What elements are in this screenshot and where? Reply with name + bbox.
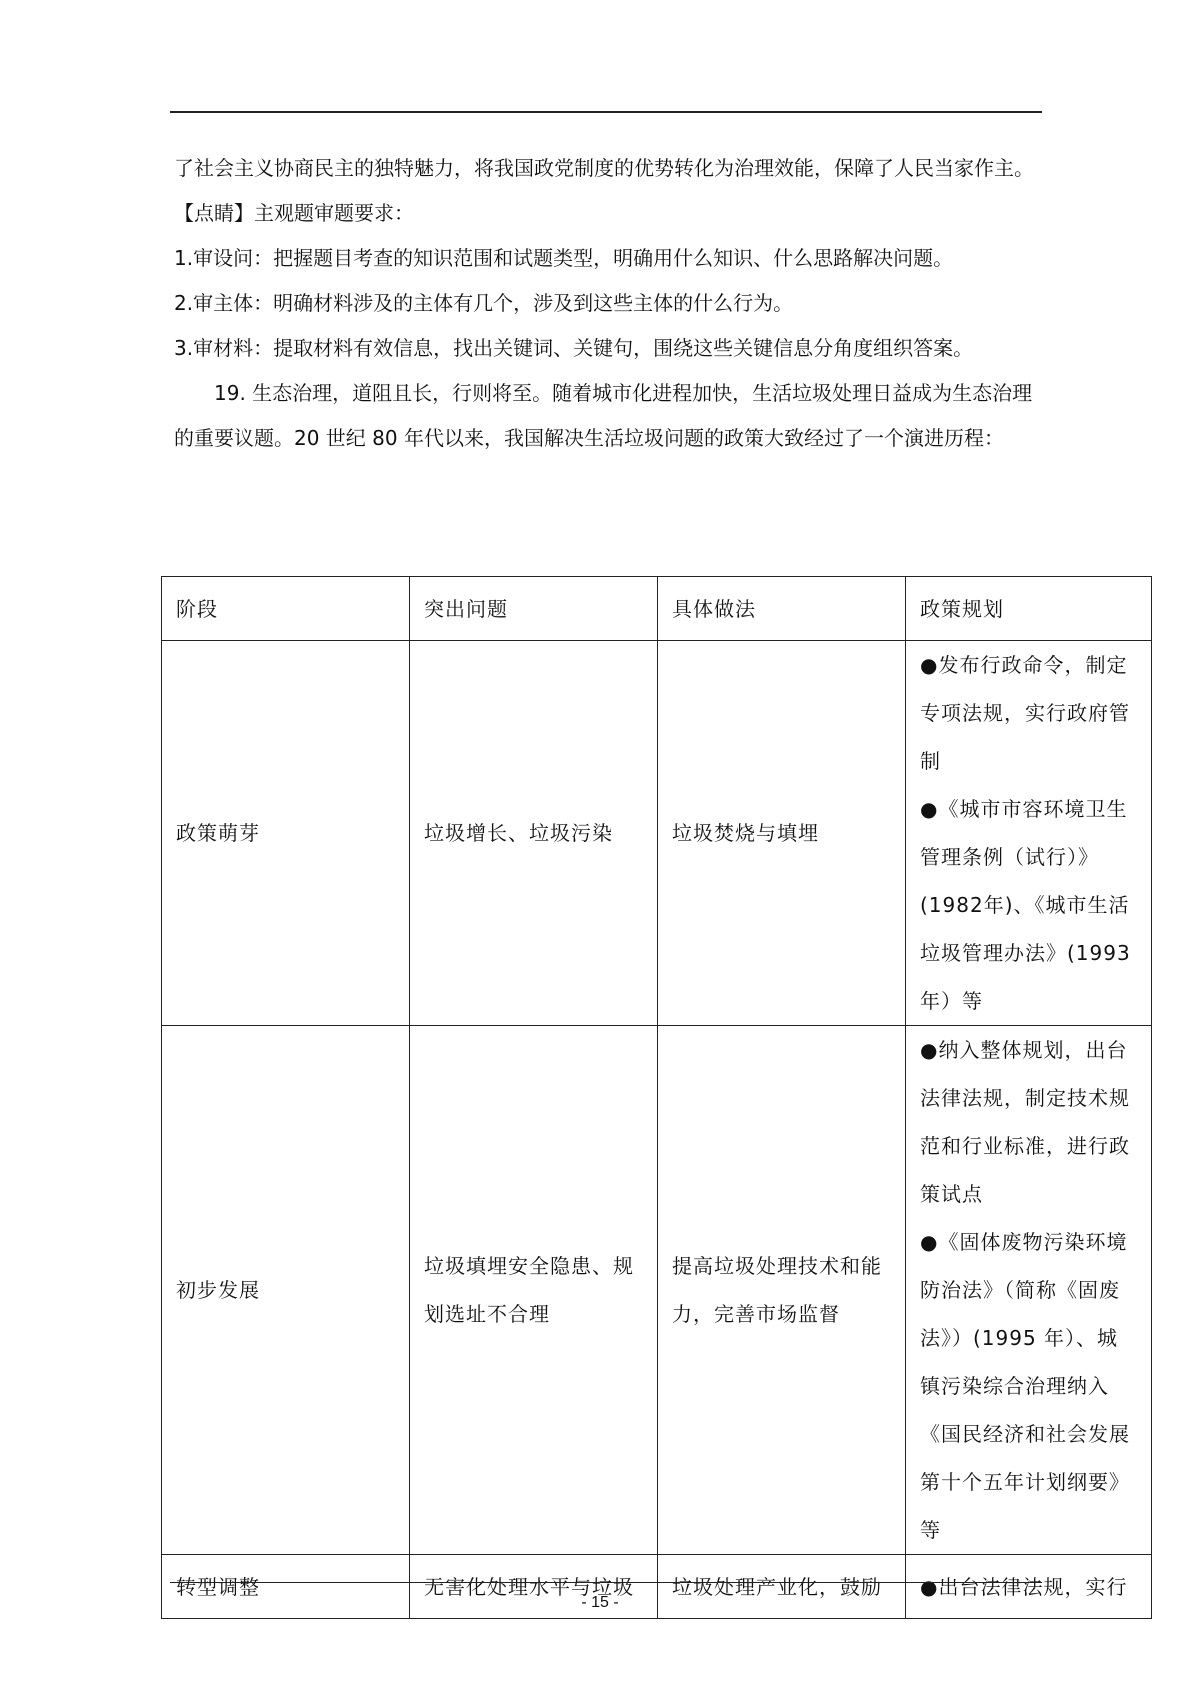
- plan-bullet: ●纳入整体规划，出台法律法规，制定技术规范和行业标准，进行政策试点: [920, 1038, 1130, 1206]
- policy-table: [161, 576, 1152, 1619]
- table-row: [162, 641, 1152, 1026]
- footer-rule: [170, 1582, 1042, 1583]
- plan-bullet: ●发布行政命令，制定专项法规，实行政府管制: [920, 653, 1130, 773]
- question-19: 19. 生态治理，道阻且长，行则将至。随着城市化进程加快，生活垃圾处理日益成为生态治理的重要议题。20 世纪 80 年代以来，我国解决生活垃圾问题的政策大致经过了一个演进历程：: [174, 381, 1033, 450]
- header-stage: 阶段: [162, 577, 410, 641]
- row-stage: 转型调整: [162, 1555, 410, 1619]
- header-rule: [170, 111, 1042, 113]
- document-body: [174, 146, 1040, 461]
- row-plan: [906, 641, 1152, 1026]
- paragraph-continuation: 了社会主义协商民主的独特魅力，将我国政党制度的优势转化为治理效能，保障了人民当家作主。: [174, 156, 1034, 180]
- plan-bullet: ●出台法律法规，实行: [920, 1574, 1128, 1599]
- row-plan: [906, 1026, 1152, 1555]
- tip-item-2: 2.审主体：明确材料涉及的主体有几个，涉及到这些主体的什么行为。: [174, 291, 794, 315]
- header-problem: 突出问题: [410, 577, 658, 641]
- header-practice: 具体做法: [658, 577, 906, 641]
- row-problem: 垃圾填埋安全隐患、规划选址不合理: [410, 1026, 658, 1555]
- tip-heading: 【点睛】主观题审题要求：: [174, 201, 414, 225]
- header-plan: 政策规划: [906, 577, 1152, 641]
- tip-item-3: 3.审材料：提取材料有效信息，找出关键词、关键句，围绕这些关键信息分角度组织答案。: [174, 336, 974, 360]
- row-problem: 垃圾增长、垃圾污染: [410, 641, 658, 1026]
- row-practice: 垃圾焚烧与填埋: [658, 641, 906, 1026]
- row-stage: 初步发展: [162, 1026, 410, 1555]
- page-number: - 15 -: [581, 1594, 619, 1611]
- row-problem: 无害化处理水平与垃圾: [410, 1555, 658, 1619]
- plan-bullet: ●《固体废物污染环境防治法》（简称《固废法》）(1995 年）、城镇污染综合治理纳入《国民经济和社会发展第十个五年计划纲要》等: [920, 1230, 1130, 1542]
- plan-bullet: ●《城市市容环境卫生管理条例（试行）》(1982年)、《城市生活垃圾管理办法》(1993 年）等: [920, 797, 1131, 1013]
- table-header-row: [162, 577, 1152, 641]
- table-row: [162, 1026, 1152, 1555]
- row-stage: 政策萌芽: [162, 641, 410, 1026]
- row-practice: 提高垃圾处理技术和能力，完善市场监督: [658, 1026, 906, 1555]
- tip-item-1: 1.审设问：把握题目考查的知识范围和试题类型，明确用什么知识、什么思路解决问题。: [174, 246, 954, 270]
- row-practice: 垃圾处理产业化，鼓励: [658, 1555, 906, 1619]
